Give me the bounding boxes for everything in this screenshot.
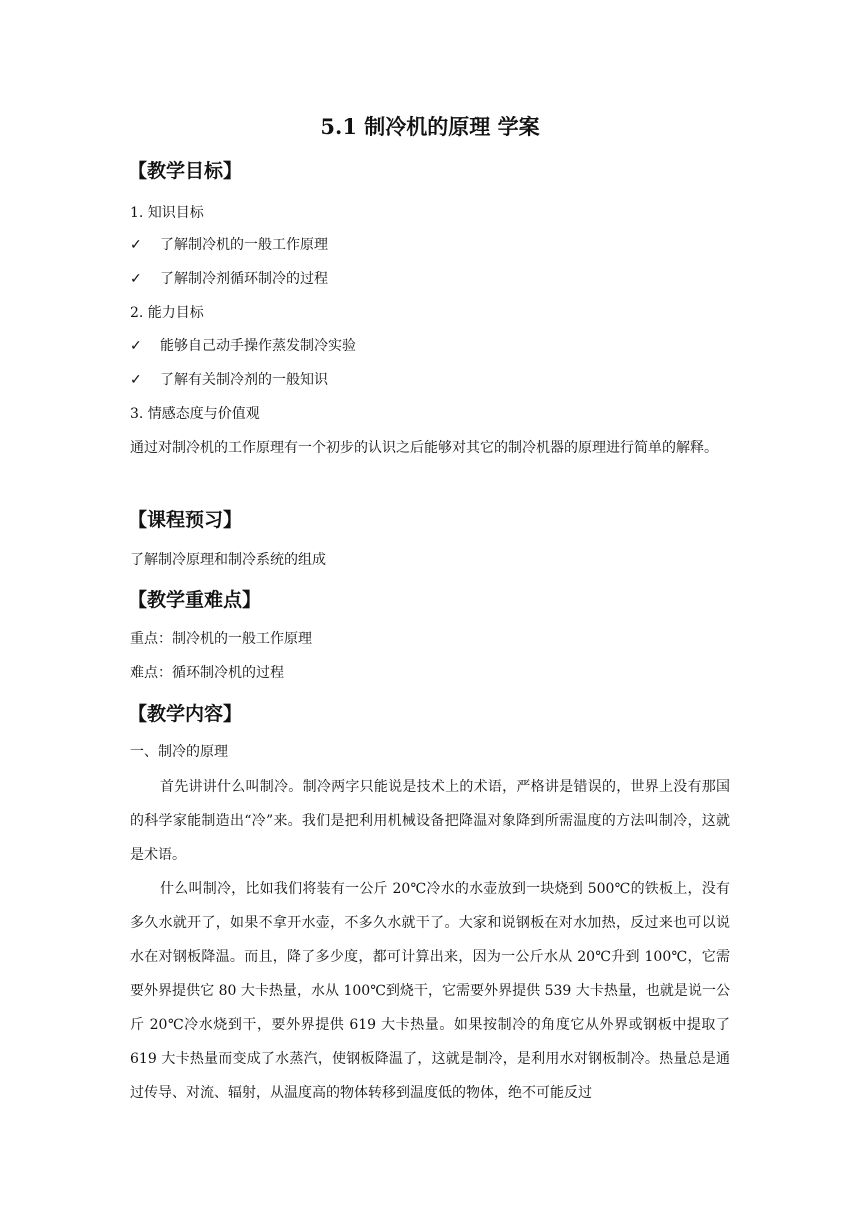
check-icon: ✓ [130,338,142,354]
objective-text: 能够自己动手操作蒸发制冷实验 [160,338,356,354]
objective-list-item [130,269,328,289]
check-icon: ✓ [130,372,142,388]
objective-list-item [130,336,356,356]
knowledge-objective-label: 1. 知识目标 [130,205,204,221]
objective-text: 了解制冷剂循环制冷的过程 [160,271,328,287]
attitude-objective-text: 通过对制冷机的工作原理有一个初步的认识之后能够对其它的制冷机器的原理进行简单的解释。 [130,440,718,456]
content-heading: 【教学内容】 [128,703,243,725]
preview-heading: 【课程预习】 [128,509,243,531]
objectives-heading: 【教学目标】 [128,160,243,182]
content-subheading: 一、制冷的原理 [130,744,228,760]
content-paragraph: 什么叫制冷，比如我们将装有一公斤 20℃冷水的水壶放到一块烧到 500℃的铁板上，没有多久水就开了，如果不拿开水壶，不多久水就干了。大家和说钢板在对水加热，反过来也可以说水在对钢板降温。而且，降了多少度，都可计算出来，因为一公斤水从 20℃升到 100℃，它需要外界提供它 80 大卡热量，水从 100℃到烧干，它需要外界提供 539 大卡热量，也就是说一公斤 20℃冷水烧到干，要外界提供 619 大卡热量。如果按制冷的角度它从外界或钢板中提取了 619 大卡热量而变成了水蒸汽，使钢板降温了，这就是制冷，是利用水对钢板制冷。热量总是通过传导、对流、辐射，从温度高的物体转移到温度低的物体，绝不可能反过 [130,881,730,1101]
content-paragraph: 首先讲讲什么叫制冷。制冷两字只能说是技术上的术语，严格讲是错误的，世界上没有那国的科学家能制造出“冷”来。我们是把利用机械设备把降温对象降到所需温度的方法叫制冷，这就是术语。 [130,779,730,863]
check-icon: ✓ [130,237,142,253]
preview-text: 了解制冷原理和制冷系统的组成 [130,552,326,568]
key-points-heading: 【教学重难点】 [128,589,262,611]
attitude-objective-label: 3. 情感态度与价值观 [130,406,260,422]
document-title: 5.1 制冷机的原理 学案 [320,114,540,139]
difficulty-text: 难点：循环制冷机的过程 [130,665,284,681]
objective-list-item [130,235,328,255]
ability-objective-label: 2. 能力目标 [130,305,204,321]
key-point-text: 重点：制冷机的一般工作原理 [130,631,312,647]
objective-text: 了解制冷机的一般工作原理 [160,237,328,253]
check-icon: ✓ [130,271,142,287]
objective-text: 了解有关制冷剂的一般知识 [160,372,328,388]
objective-list-item [130,370,328,390]
